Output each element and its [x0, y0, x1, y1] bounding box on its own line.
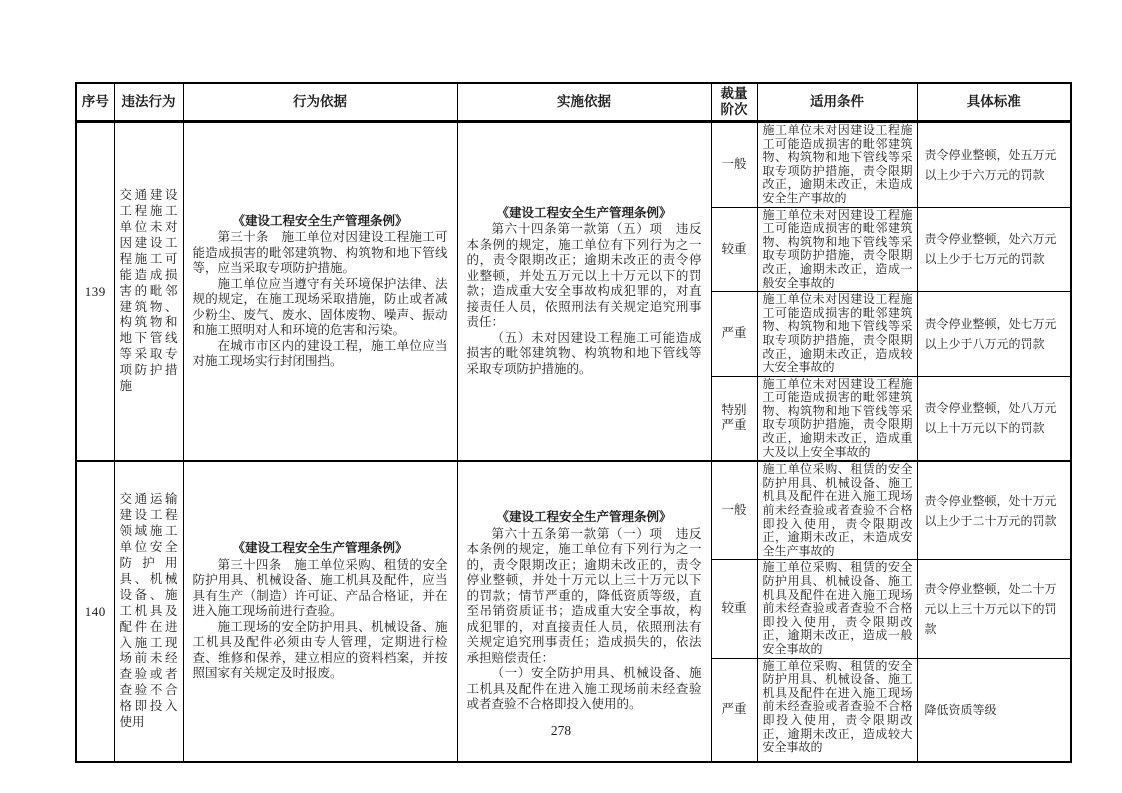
grade-label: 较重 — [721, 241, 747, 256]
row-140-implementation-basis-paragraph: （一）安全防护用具、机械设备、施工机具及配件在进入施工现场前未经查验或者查验不合格即投入使用的。 — [466, 666, 702, 712]
row-139-standard-extremely-serious: 责令停业整顿，处八万元以上十万元以下的罚款 — [917, 376, 1071, 461]
table-row-140-level-1 — [76, 461, 1071, 560]
header-applicable-conditions: 适用条件 — [757, 83, 917, 122]
row-139-behavior-basis-paragraph: 在城市市区内的建设工程，施工单位应当对施工现场实行封闭围挡。 — [192, 338, 448, 369]
grade-label: 一般 — [721, 157, 747, 172]
page-number: 278 — [550, 723, 572, 738]
grade-label: 较重 — [721, 601, 747, 616]
row-139-grade-general — [711, 122, 757, 208]
row-140-condition-serious: 施工单位采购、租赁的安全防护用具、机械设备、施工机具及配件在进入施工现场前未经查验或者查验不合格即投入使用，责令限期改正，逾期未改正，造成较大安全事故的 — [757, 658, 917, 762]
row-140-behavior-basis — [183, 461, 457, 762]
row-140-behavior-basis-title: 《建设工程安全生产管理条例》 — [232, 541, 408, 556]
row-139-grade-heavier — [711, 207, 757, 292]
row-139-condition-serious: 施工单位未对因建设工程施工可能造成损害的毗邻建筑物、构筑物和地下管线等采取专项防护措施，责令限期改正，逾期未改正，造成较大安全事故的 — [757, 292, 917, 377]
grade-label: 严重 — [721, 702, 747, 717]
header-specific-standard: 具体标准 — [917, 83, 1071, 122]
header-discretion-level-label: 裁量阶次 — [720, 86, 748, 117]
row-140-behavior-basis-paragraph: 施工现场的安全防护用具、机械设备、施工机具及配件必须由专人管理，定期进行检查、维修和保养，建立相应的资料档案，并按照国家有关规定及时报废。 — [192, 619, 448, 681]
row-139-violation: 交通建设工程施工单位未对因建设工程施工可能造成损害的毗邻建筑物、构筑物和地下管线等采取专项防护措施 — [114, 122, 183, 462]
row-139-standard-general: 责令停业整顿，处五万元以上少于六万元的罚款 — [917, 122, 1071, 208]
header-violation: 违法行为 — [114, 83, 183, 122]
row-139-standard-heavier: 责令停业整顿，处六万元以上少于七万元的罚款 — [917, 207, 1071, 292]
row-140-grade-serious — [711, 658, 757, 762]
row-139-condition-general: 施工单位未对因建设工程施工可能造成损害的毗邻建筑物、构筑物和地下管线等采取专项防护措施，责令限期改正，逾期未改正，未造成安全生产事故的 — [757, 122, 917, 208]
row-139-standard-serious: 责令停业整顿，处七万元以上少于八万元的罚款 — [917, 292, 1071, 377]
row-140-grade-heavier — [711, 560, 757, 658]
row-140-implementation-basis-paragraph: 第六十五条第一款第（一）项 违反本条例的规定，施工单位有下列行为之一的，责令限期改正；逾期未改正的，责令停业整顿，并处十万元以上三十万元以下的罚款；情节严重的，降低资质等级，直至吊销资质证书；造成重大安全事故，构成犯罪的，对直接责任人员，依照刑法有关规定追究刑事责任；造成损失的，依法承担赔偿责任： — [466, 526, 702, 665]
row-139-condition-heavier: 施工单位未对因建设工程施工可能造成损害的毗邻建筑物、构筑物和地下管线等采取专项防护措施，责令限期改正，逾期未改正，造成一般安全事故的 — [757, 207, 917, 292]
row-139-grade-extremely-serious — [711, 376, 757, 461]
row-139-implementation-basis-paragraph: 第六十四条第一款第（五）项 违反本条例的规定，施工单位有下列行为之一的，责令限期改正；逾期未改正的责令停业整顿，并处五万元以上十万元以下的罚款；造成重大安全事故构成犯罪的，对直接责任人员，依照刑法有关规定追究刑事责任： — [466, 222, 702, 330]
row-139-serial-number: 139 — [76, 122, 114, 462]
row-139-implementation-basis — [457, 122, 711, 462]
row-140-condition-general: 施工单位采购、租赁的安全防护用具、机械设备、施工机具及配件在进入施工现场前未经查验或者查验不合格即投入使用，责令限期改正，逾期未改正，未造成安全生产事故的 — [757, 461, 917, 560]
header-implementation-basis: 实施依据 — [457, 83, 711, 122]
header-behavior-basis: 行为依据 — [183, 83, 457, 122]
row-139-behavior-basis-title: 《建设工程安全生产管理条例》 — [232, 213, 408, 228]
row-139-condition-extremely-serious: 施工单位未对因建设工程施工可能造成损害的毗邻建筑物、构筑物和地下管线等采取专项防护措施，责令限期改正，逾期未改正，造成重大及以上安全事故的 — [757, 376, 917, 461]
row-140-serial-number: 140 — [76, 461, 114, 762]
table-header-row — [76, 83, 1071, 122]
row-140-implementation-basis — [457, 461, 711, 762]
row-140-behavior-basis-paragraph: 第三十四条 施工单位采购、租赁的安全防护用具、机械设备、施工机具及配件，应当具有生产（制造）许可证、产品合格证，并在进入施工现场前进行查验。 — [192, 557, 448, 619]
header-serial-number: 序号 — [76, 83, 114, 122]
row-140-standard-general: 责令停业整顿，处十万元以上少于二十万元的罚款 — [917, 461, 1071, 560]
row-140-implementation-basis-title: 《建设工程安全生产管理条例》 — [496, 510, 672, 525]
header-discretion-level — [711, 83, 757, 122]
row-139-behavior-basis — [183, 122, 457, 462]
row-139-behavior-basis-paragraph: 施工单位应当遵守有关环境保护法律、法规的规定，在施工现场采取措施，防止或者减少粉尘、废气、废水、固体废物、噪声、振动和施工照明对人和环境的危害和污染。 — [192, 276, 448, 338]
row-140-standard-serious: 降低资质等级 — [917, 658, 1071, 762]
row-139-behavior-basis-paragraph: 第三十条 施工单位对因建设工程施工可能造成损害的毗邻建筑物、构筑物和地下管线等，应当采取专项防护措施。 — [192, 230, 448, 276]
row-139-implementation-basis-title: 《建设工程安全生产管理条例》 — [496, 205, 672, 220]
row-139-grade-serious — [711, 292, 757, 377]
row-140-standard-heavier: 责令停业整顿，处二十万元以上三十万元以下的罚款 — [917, 560, 1071, 658]
row-140-grade-general — [711, 461, 757, 560]
row-140-condition-heavier: 施工单位采购、租赁的安全防护用具、机械设备、施工机具及配件在进入施工现场前未经查验或者查验不合格即投入使用，责令限期改正，逾期未改正，造成一般安全事故的 — [757, 560, 917, 658]
table-row-139-level-1 — [76, 122, 1071, 208]
grade-label: 严重 — [721, 326, 747, 341]
grade-label: 一般 — [721, 503, 747, 518]
penalty-discretion-table — [75, 82, 1072, 763]
row-140-violation: 交通运输建设工程领域施工单位安全防护用具、机械设备、施工机具及配件在进入施工现场前未经查验或者查验不合格即投入使用 — [114, 461, 183, 762]
grade-label: 特别严重 — [721, 403, 747, 433]
row-139-implementation-basis-paragraph: （五）未对因建设工程施工可能造成损害的毗邻建筑物、构筑物和地下管线等采取专项防护措施的。 — [466, 330, 702, 376]
